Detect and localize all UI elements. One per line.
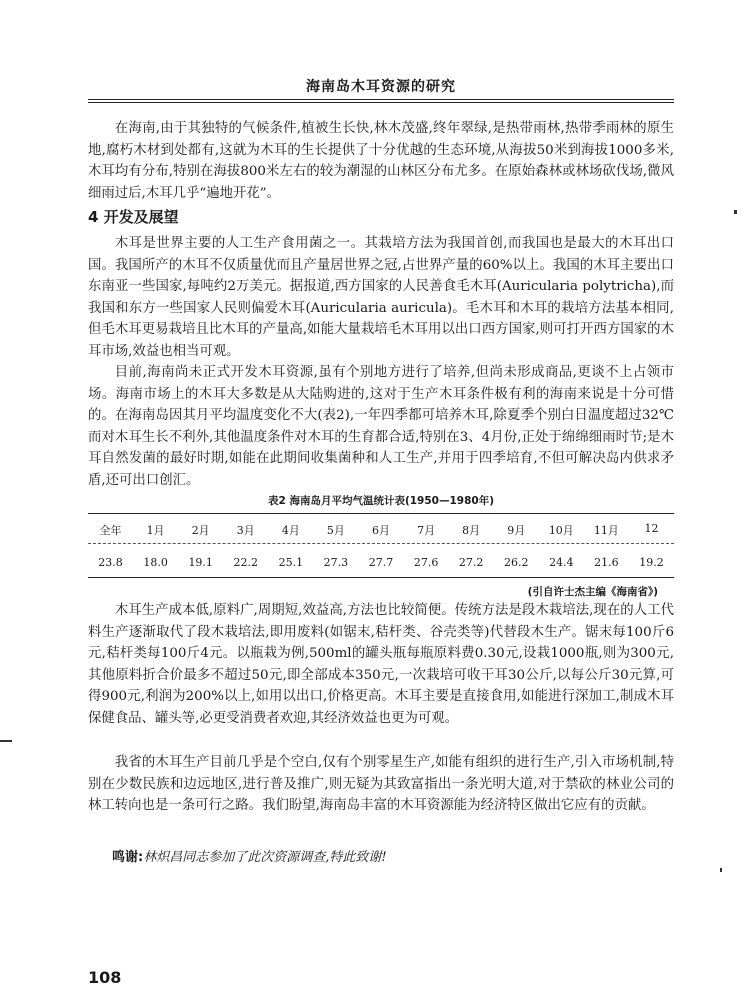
table-value-cell: 27.6 xyxy=(413,556,439,569)
table-top-rule xyxy=(88,513,674,514)
table-value-cell: 25.1 xyxy=(278,556,304,569)
paragraph-production-cost: 木耳生产成本低,原料广,周期短,效益高,方法也比较简便。传统方法是段木栽培法,现在的人工代料生产逐渐取代了段木栽培法,即用废料(如锯末,秸杆类、谷壳类等)代替段木生产。锯末每100斤6元,秸杆类每100斤4元。以瓶栽为例,500ml的罐头瓶每瓶原料费0.30元,设栽1000瓶,则为300元,其他原料折合价最多不超过50元,即全部成本350元,一次栽培可收干耳30公斤,以每公斤30元算,可得900元,利润为200%以上,如用以出口,价格更高。木耳主要是直接食用,如能进行深加工,制成木耳保健食品、罐头等,必更受消费者欢迎,其经济效益也更为可观。 xyxy=(88,603,674,726)
table-header-cell: 7月 xyxy=(417,524,436,537)
scan-speck xyxy=(720,868,722,872)
scan-margin-mark xyxy=(0,740,12,742)
table-header-cell: 12 xyxy=(644,522,659,535)
table-value-cell: 23.8 xyxy=(98,556,123,569)
table-value-cell: 21.6 xyxy=(594,556,619,569)
acknowledgement-label: 鸣谢: xyxy=(112,850,144,865)
running-head: 海南岛木耳资源的研究 xyxy=(306,79,456,95)
header-rule-second xyxy=(88,102,674,103)
table-bottom-rule xyxy=(88,577,674,578)
table-header-cell: 2月 xyxy=(191,524,210,537)
table-source-note: (引自许士杰主编《海南省》) xyxy=(527,586,658,598)
header-rule xyxy=(88,99,674,100)
paragraph-outlook: 我省的木耳生产目前几乎是个空白,仅有个别零星生产,如能有组织的进行生产,引入市场机制,特别在少数民族和边远地区,进行普及推广,则无疑为其致富指出一条光明大道,对于禁砍的林业公司的林工转向也是一条可行之路。我们盼望,海南岛丰富的木耳资源能为经济特区做出它应有的贡献。 xyxy=(88,755,674,813)
table-value-cell: 19.1 xyxy=(188,556,213,569)
table-header-cell: 8月 xyxy=(462,524,481,537)
paragraph-current-status: 目前,海南尚未正式开发木耳资源,虽有个别地方进行了培养,但尚未形成商品,更谈不上占领市场。海南市场上的木耳大多数是从大陆购进的,这对于生产木耳条件极有利的海南来说是十分可惜的。在海南岛因其月平均温度变化不大(表2),一年四季都可培养木耳,除夏季个别白日温度超过32℃而对木耳生长不利外,其他温度条件对木耳的生育都合适,特别在3、4月份,正处于绵绵细雨时节;是木耳自然发菌的最好时期,如能在此期间收集菌种和人工生产,并用于四季培育,不但可解决岛内供求矛盾,还可出口创汇。 xyxy=(88,365,674,488)
paragraph-distribution: 在海南,由于其独特的气候条件,植被生长快,林木茂盛,终年翠绿,是热带雨林,热带季雨林的原生地,腐朽木材到处都有,这就为木耳的生长提供了十分优越的生态环境,从海拔50米到海拔1000多米,木耳均有分布,特别在海拔800米左右的较为潮湿的山林区分布尤多。在原始森林或林场砍伐场,微风细雨过后,木耳几乎“遍地开花”。 xyxy=(88,121,674,201)
paragraph-market-overview: 木耳是世界主要的人工生产食用菌之一。其栽培方法为我国首创,而我国也是最大的木耳出口国。我国所产的木耳不仅质量优而且产量居世界之冠,占世界产量的60%以上。我国的木耳主要出口东南亚一些国家,每吨约2万美元。据报道,西方国家的人民善食毛木耳(Auricularia polytricha),而我国和东方一些国家人民则偏爱木耳(Auricularia auricula)。毛木耳和木耳的栽培方法基本相同,但毛木耳更易栽培且比木耳的产量高,如能大量栽培毛木耳用以出口西方国家,则可打开西方国家的木耳市场,效益也相当可观。 xyxy=(88,236,674,359)
table-header-cell: 10月 xyxy=(548,524,574,537)
table-value-cell: 27.3 xyxy=(323,556,349,569)
table-caption: 表2 海南岛月平均气温统计表(1950—1980年) xyxy=(267,495,494,507)
table-header-cell: 4月 xyxy=(281,524,300,537)
table-header-cell: 9月 xyxy=(507,524,526,537)
table-header-cell: 3月 xyxy=(236,524,255,537)
table-header-cell: 5月 xyxy=(326,524,345,537)
table-value-cell: 18.0 xyxy=(143,556,168,569)
table-value-cell: 26.2 xyxy=(503,556,529,569)
table-value-cell: 27.7 xyxy=(368,556,394,569)
table-header-row xyxy=(88,522,674,538)
table-value-cell: 24.4 xyxy=(549,556,574,569)
table-header-cell: 6月 xyxy=(372,524,390,537)
table-middle-rule xyxy=(88,543,674,544)
acknowledgement xyxy=(112,846,387,865)
acknowledgement-text: 林炽昌同志参加了此次资源调查,特此致谢! xyxy=(143,850,387,865)
table-value-cell: 27.2 xyxy=(458,556,484,569)
table-value-cell: 22.2 xyxy=(233,556,259,569)
scan-speck xyxy=(734,210,737,214)
table-header-cell: 全年 xyxy=(99,524,122,537)
section-heading: 4 开发及展望 xyxy=(88,208,179,226)
table-value-row xyxy=(88,556,674,569)
table-header-cell: 11月 xyxy=(593,524,619,537)
page-number: 108 xyxy=(88,968,122,987)
table-value-cell: 19.2 xyxy=(639,556,664,569)
table-header-cell: 1月 xyxy=(146,524,165,537)
